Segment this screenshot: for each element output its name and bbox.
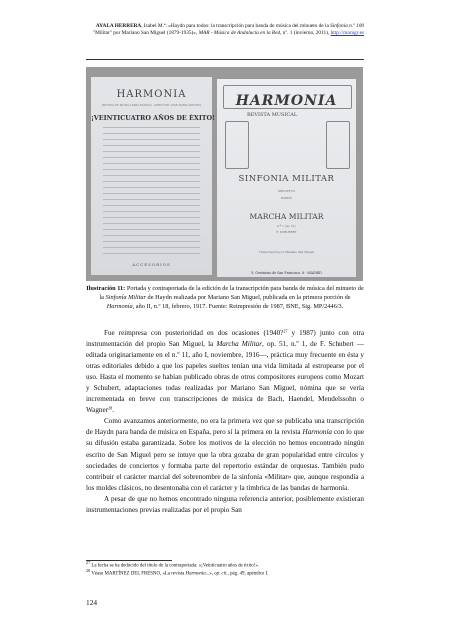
header-issue: , nº. 1 (invierno, 2011), [280, 30, 331, 37]
text-line [103, 199, 200, 200]
text-line [103, 169, 200, 170]
front-cover-haydn: HAYDN [281, 196, 292, 200]
front-cover-minuetto: MINUETTO [278, 189, 295, 193]
text-line [103, 211, 200, 212]
paragraph-text: . [112, 406, 115, 415]
text-line [103, 235, 200, 236]
paragraph-text: Fue reimpresa con posterioridad en dos ocasiones (1940? [104, 329, 284, 337]
text-line [103, 139, 200, 140]
front-cover-page [217, 79, 356, 277]
text-line [103, 145, 200, 146]
header-title-rest: "Militar" por Mariano San Miguel (1879-1935)», [92, 30, 199, 37]
caption-text: Portada y contraportada de la edición de la transcripción para banda de música del minueto de la [99, 285, 364, 301]
footnote-number: 28 [86, 568, 91, 573]
paragraph-text: con lo que su difusión estaba garantizada. Sobre los motivos de la elección no hemos encontrado ningún escrito de San Miguel pero se intuye que la obra gozaba de gran popularidad entre círculos y sociedades de conciertos y formaba parte del repertorio estándar de orquestas. También pudo contribuir el carácter marcial del sobrenombre de la sinfonía «Militar» que, aunque respondía a los moldes clásicos, no desentonaba con el carácter y la tímbrica de las bandas de harmonía. [86, 428, 364, 492]
marcha-militar-title: Marcha Militar [216, 340, 263, 349]
harmonia-title: Harmonía [302, 428, 332, 437]
caption-journal-title: Harmonía [106, 302, 133, 310]
caption-work-title: Sinfonía Militar [105, 293, 146, 301]
footnote-number: 27 [86, 560, 91, 565]
header-url-link[interactable]: http://marugr.es [330, 30, 364, 37]
text-line [103, 217, 200, 218]
text-line [103, 133, 200, 134]
text-line [103, 223, 200, 224]
paragraph-text: Como avanzamos anteriormente, no era la primera vez que se publicaba una transcripción de Haydn para banda de música en España, pero sí la primera en la revista [86, 417, 364, 437]
footnote-28 [86, 568, 364, 578]
footnote-ref-27[interactable]: 27 [283, 328, 288, 334]
front-cover-sinfonia: SINFONIA MILITAR [238, 174, 335, 184]
back-cover-subtitle: REVISTA DE MÚSICA PARA BANDAS · DIRECTOR: JOSÉ MARÍA MONTES [102, 104, 201, 107]
footnote-text: La fecha se ha deducido del título de la contraportada: «¡Veinticuatro años de éxito!». [90, 563, 259, 569]
front-cover-arranger: Transcripción por Mariano San Miguel [258, 250, 315, 254]
ornament-left [225, 121, 249, 169]
text-line [103, 229, 200, 230]
text-line [103, 241, 200, 242]
ornament-right [326, 121, 350, 169]
front-cover-marcha: MARCHA MILITAR [249, 212, 324, 221]
footnote-27 [86, 560, 364, 570]
back-cover-headline: ¡VEINTICUATRO AÑOS DE ÉXITO! [91, 114, 215, 122]
text-line [103, 253, 200, 254]
front-cover-op: n.º 1 (op. 51) [277, 224, 296, 228]
figure-photo [86, 67, 363, 281]
text-line [103, 151, 200, 152]
footnote-ref-28[interactable]: 28 [108, 405, 113, 411]
paragraph-text: y 1987) junto con otra instrumentación del propio San Miguel, la [86, 329, 364, 349]
front-cover-footer: S. Gerónimo de San Francisco, 8 - MADRID [251, 271, 322, 275]
paragraph-1 [86, 328, 364, 416]
running-header [86, 23, 364, 38]
text-line [103, 175, 200, 176]
back-cover-footer: ACCESORIOS [132, 262, 171, 267]
footnote-text: ...», [205, 571, 215, 577]
front-cover-subtitle: REVISTA MUSICAL [247, 112, 298, 118]
paragraph-3: A pesar de que no hemos encontrado ninguna referencia anterior, posiblemente existieran instrumentaciones previas realizadas por el propio San [86, 494, 364, 514]
footnote-text: Véase [90, 571, 105, 577]
caption-text-3: , año II, n.º 18, febrero, 1917. Fuente: Reimpresión de 1987, BNE, Sig. MP/2446/3. [132, 302, 344, 310]
text-line [103, 205, 200, 206]
figure-caption [86, 285, 364, 311]
footnote-text: , «La revista [160, 571, 186, 577]
footnote-op-cit: op. cit. [214, 571, 228, 577]
text-line [103, 187, 200, 188]
text-line [103, 157, 200, 158]
header-rule [86, 59, 364, 60]
header-authors: AYALA HERRERA [95, 23, 142, 29]
text-line [103, 247, 200, 248]
text-line [103, 181, 200, 182]
header-work-title: Sinfonía n.º 100 [330, 23, 364, 29]
front-cover-schubert: F. SCHUBERT [276, 230, 297, 234]
footnote-author: MARTÍNEZ DEL FRESNO [104, 571, 160, 577]
caption-text-2: de Haydn realizada por Mariano San Miguel, publicada en la primera porción de [145, 293, 351, 301]
text-line [103, 193, 200, 194]
back-cover-page [91, 77, 215, 275]
footnote-journal: Harmonía [185, 571, 206, 577]
back-cover-title: HARMONIA [116, 89, 187, 100]
text-line [103, 163, 200, 164]
paragraph-text: , op. 51, n.º 1, de F. Schubert —editada originariamente en el n.º 11, año I, noviembre, 1916—, práctica muy frecuente en ésta y otras editoriales debido a que los papeles sueltos tenían una vida limitada al estropearse por el uso. Hasta el momento se habían publicado obras de otros compositores europeos como Mozart y Schubert, adaptaciones todas realizadas por Mariano San Miguel, nómina que se vería incrementada en breve con transcripciones de música de Bach, Haendel, Mendelssohn o Wagner [86, 340, 364, 415]
footnote-text: , pág. 49, apéndice I. [227, 571, 269, 577]
footnote-rule [86, 560, 172, 561]
header-journal: MAR - Música de Andalucía en la Red [198, 30, 281, 37]
header-author-first: , Isabel M.ª: «Haydn para todos: la transcripción para banda de música del minueto de la [141, 23, 331, 29]
front-cover-logo: HARMONIA [235, 93, 338, 109]
text-line [103, 127, 200, 128]
page-number: 124 [86, 598, 98, 607]
caption-label: Ilustración 11: [86, 285, 126, 292]
paragraph-2 [86, 416, 364, 493]
body-text [86, 328, 364, 516]
